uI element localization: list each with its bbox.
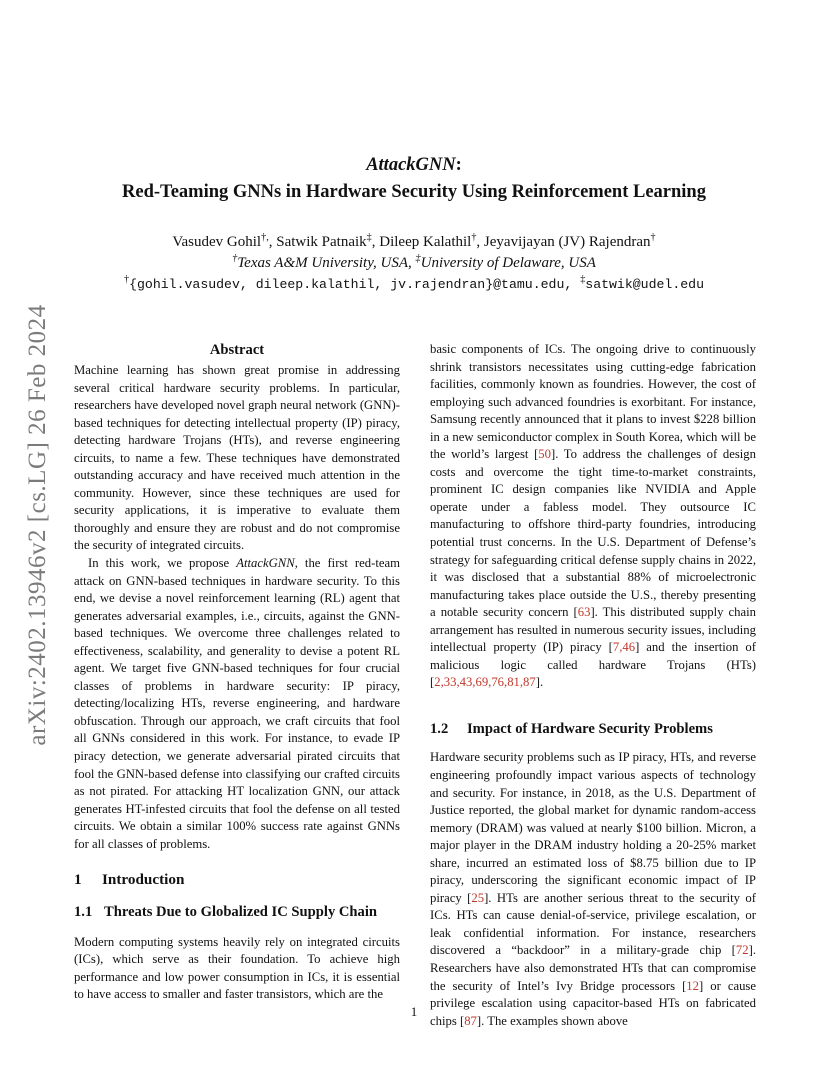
affiliation-2-mark: ‡ [415, 253, 421, 264]
left-column [74, 341, 400, 1004]
abstract-p2-rest: , the first red-team attack on GNN-based techniques in hardware security. To this end, we devise a novel reinforcement learning (RL) agent that generates adversarial examples, i.e., circuits, against the GNN-based techniques. We overcome three challenges related to effectiveness, scalability, and generality to devise a potent RL agent. We target five GNN-based techniques for four crucial classes of problems in hardware security: IP piracy, detecting/localizing HTs, reverse engineering, and hardware obfuscation. Through our approach, we craft circuits that fool all GNNs considered in this work. For instance, to evade IP piracy detection, we generate adversarial pirated circuits that fool the GNN-based defense into classifying our crafted circuits as not pirated. For attacking HT localization GNN, our attack generates HT-infested circuits that fool the defense on all tested circuits. We obtain a similar 100% success rate against GNNs for all classes of problems. [74, 556, 400, 851]
threats-text-5: ]. [535, 675, 544, 690]
author-3-mark: † [471, 232, 477, 243]
email-2: satwik@udel.edu [585, 277, 704, 292]
section-1-2-heading [430, 720, 756, 739]
citation-link[interactable]: 87 [464, 1013, 477, 1028]
author-2: Satwik Patnaik [276, 234, 367, 250]
intro-paragraph-1: Modern computing systems heavily rely on integrated circuits (ICs), which serve as their foundation. To achieve high performance and low power consumption in ICs, it is essential to have access to smaller and faster transistors, which are the [74, 934, 400, 1002]
author-4-mark: † [650, 232, 656, 243]
email-2-mark: ‡ [580, 274, 586, 285]
email-1: {gohil.vasudev, dileep.kalathil, jv.rajendran}@tamu.edu, [129, 277, 581, 292]
affiliation-1: Texas A&M University, USA, [237, 255, 416, 271]
email-1-mark: † [124, 274, 130, 285]
abstract-p2-method: AttackGNN [236, 556, 295, 571]
citation-link[interactable]: 72 [735, 943, 749, 958]
impact-text-5: ]. The examples shown above [476, 1013, 628, 1028]
abstract-paragraph-1: Machine learning has shown great promise in addressing several critical hardware security problems. In particular, researchers have developed novel graph neural network (GNN)-based techniques for detecting intellectual property (IP) piracy, detecting hardware Trojans (HTs), and reverse engineering circuits, to name a few. These techniques have demonstrated outstanding accuracy and have received much attention in the community. However, since these techniques are used for security applications, it is imperative to evaluate them thoroughly and ensure they are robust and do not compromise the security of integrated circuits. [74, 363, 400, 553]
abstract-heading: Abstract [209, 342, 265, 358]
threats-text-4: ] and the insertion of malicious logic called hardware Trojans (HTs) [ [430, 640, 756, 690]
section-1-2-title: Impact of Hardware Security Problems [467, 720, 713, 737]
affiliations [80, 253, 748, 274]
threats-paragraph [430, 341, 756, 692]
impact-text-4: ] or cause privilege escalation using capacitor-based HTs on fabricated chips [ [430, 978, 756, 1028]
impact-text-3: ]. Researchers have also demonstrated HTs that can compromise the security of Intel’s Ivy Bridge processors [ [430, 943, 756, 993]
citation-link[interactable]: 50 [538, 447, 551, 462]
citation-link[interactable]: 7,46 [612, 640, 636, 655]
author-2-mark: ‡ [366, 232, 372, 243]
affiliation-1-mark: † [232, 253, 238, 264]
affiliation-2: University of Delaware, USA [420, 255, 596, 271]
author-names: Vasudev Gohil†,, Satwik Patnaik‡, Dileep Kalathil†, Jeyavijayan (JV) Rajendran† [172, 232, 656, 250]
citation-link[interactable]: 25 [471, 890, 485, 905]
section-1-1-number: 1.1 [74, 904, 93, 921]
title-line-1: AttackGNN [366, 155, 456, 175]
author-1: Vasudev Gohil [172, 234, 262, 250]
threats-text-3: ]. This distributed supply chain arrangement has resulted in numerous security issues, including intellectual property (IP) piracy [ [430, 605, 757, 655]
right-column [430, 341, 756, 1030]
section-1-title: Introduction [102, 871, 185, 889]
emails [80, 274, 748, 295]
citation-link[interactable]: 12 [686, 978, 699, 993]
paper-title [80, 152, 748, 206]
impact-text-1: Hardware security problems such as IP piracy, HTs, and reverse engineering profoundly impact various aspects of technology and security. For instance, in 2018, as the U.S. Department of Justice reported, the global market for dynamic random-access memory (DRAM) was valued at nearly $100 billion. Micron, a major player in the DRAM industry holding a 20-25% market share, incurred an estimated loss of $8.75 billion due to IP piracy, underscoring the significant economic impact of IP piracy [ [430, 750, 756, 905]
impact-paragraph [430, 749, 756, 1030]
arxiv-identifier-text: arXiv:2402.13946v2 [cs.LG] 26 Feb 2024 [24, 304, 51, 746]
title-line-2: Red-Teaming GNNs in Hardware Security Using Reinforcement Learning [122, 182, 706, 202]
threats-text-2: ]. To address the challenges of design costs and overcome the tight time-to-market constraints, prominent IC design companies like NVIDIA and Apple operate under a fabless model. They outsource IC manufacturing to offshore third-party foundries, introducing potential trust concerns. In the U.S. Department of Defense’s strategy for safeguarding critical defense supply chains in 2022, it was disclosed that a substantial 88% of microelectronic manufacturing takes place outside the U.S., thereby presenting a notable security concern [ [430, 447, 756, 620]
threats-text-1: basic components of ICs. The ongoing drive to continuously shrink transistors necessitates using cutting-edge fabrication facilities, commonly known as foundries. However, the cost of employing such advanced foundries is exorbitant. For instance, Samsung recently announced that it plans to invest $228 billion in a new semiconductor complex in South Korea, which will be the world’s largest [ [430, 342, 756, 462]
citation-link[interactable]: 2,33,43,69,76,81,87 [434, 675, 536, 690]
author-4: Jeyavijayan (JV) Rajendran [483, 234, 651, 250]
section-1-1-heading [74, 903, 400, 922]
author-3: Dileep Kalathil [379, 234, 472, 250]
impact-text-2: ]. HTs are another serious threat to the security of ICs. HTs can cause denial-of-service, privilege escalation, or leak confidential information. For instance, researchers discovered a “backdoor” in a military-grade chip [ [430, 890, 756, 958]
section-1-2-number: 1.2 [430, 720, 449, 737]
author-block [80, 232, 748, 295]
arxiv-identifier [16, 290, 60, 760]
abstract-p2-start: In this work, we propose [87, 556, 237, 571]
section-1-1-title: Threats Due to Globalized IC Supply Chain [104, 904, 378, 921]
section-1-heading [74, 870, 400, 889]
abstract-paragraph-2 [74, 555, 400, 853]
title-colon: : [455, 155, 462, 175]
author-1-mark: †, [261, 232, 269, 243]
page-number: 1 [410, 1004, 418, 1019]
section-1-number: 1 [74, 871, 82, 889]
citation-link[interactable]: 63 [577, 605, 591, 620]
